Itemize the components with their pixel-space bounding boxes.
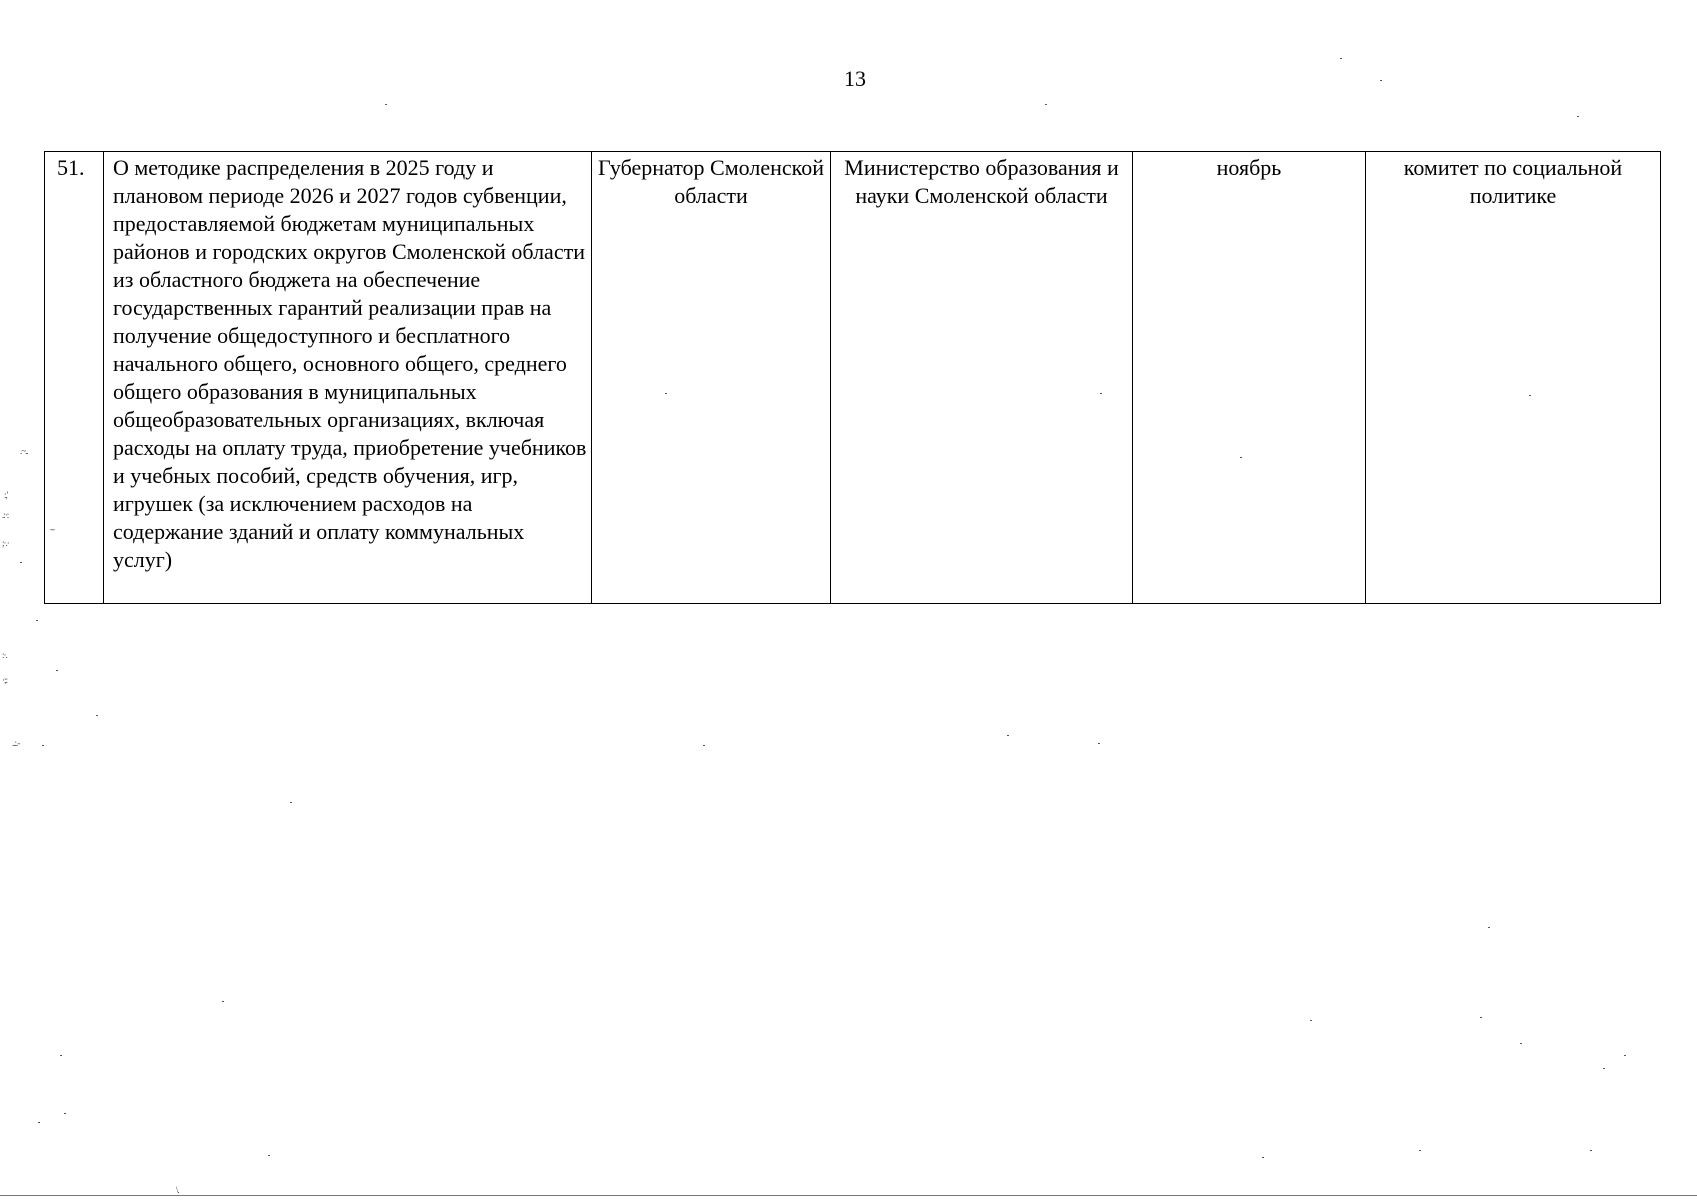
scan-speck	[1520, 1043, 1522, 1044]
scan-speck	[42, 745, 44, 746]
scan-speck	[665, 393, 667, 394]
table-row	[45, 152, 1661, 604]
scan-speck	[268, 1155, 270, 1156]
scan-speck: ;·.·	[2, 538, 9, 548]
scan-speck	[1577, 116, 1579, 117]
scan-speck	[1045, 104, 1047, 105]
scan-speck: \.	[176, 1185, 179, 1195]
scan-speck	[1100, 393, 1102, 394]
page-bottom-edge	[0, 1195, 1697, 1196]
scan-speck	[1240, 457, 1242, 458]
scan-speck	[385, 104, 387, 105]
scan-speck	[56, 670, 58, 671]
scan-speck	[64, 1113, 66, 1114]
scan-speck	[1262, 1157, 1264, 1158]
scan-speck: ..:.-	[12, 738, 20, 748]
scan-speck: ·;:	[2, 675, 7, 685]
scan-speck	[703, 745, 705, 746]
scan-speck	[60, 1055, 62, 1056]
scan-speck	[96, 715, 98, 716]
scan-speck	[1380, 80, 1382, 81]
scan-speck	[290, 802, 292, 803]
scan-speck	[1310, 1020, 1312, 1021]
scan-speck	[36, 620, 38, 621]
scan-speck: --	[50, 524, 54, 534]
row-number-cell: 51.	[45, 152, 104, 604]
scan-speck	[1624, 1055, 1626, 1056]
scan-speck: :,'	[4, 490, 8, 500]
scan-speck	[1098, 743, 1100, 744]
row-month-cell: ноябрь	[1133, 152, 1366, 604]
scan-speck	[1529, 395, 1531, 396]
row-prepared-by-cell: Министерство образования и науки Смоленской области	[831, 152, 1133, 604]
scan-speck	[1480, 1017, 1482, 1018]
scan-speck	[1603, 1068, 1605, 1069]
row-title-cell: О методике распределения в 2025 году и плановом периоде 2026 и 2027 годов субвенции, предоставляемой бюджетам муниципальных районов и городских округов Смоленской области из областного бюджета на обеспечение государственных гарантий реализации прав на получение общедоступного и бесплатного начального общего, основного общего, среднего общего образования в муниципальных общеобразовательных организациях, включая расходы на оплату труда, приобретение учебников и учебных пособий, средств обучения, игр, игрушек (за исключением расходов на содержание зданий и оплату коммунальных услуг)	[104, 152, 592, 604]
row-speaker-cell: Губернатор Смоленской области	[592, 152, 831, 604]
scan-speck	[1340, 58, 1342, 59]
scan-speck	[38, 1122, 40, 1123]
row-committee-cell: комитет по социальной политике	[1366, 152, 1661, 604]
scan-speck	[222, 1001, 224, 1002]
scan-speck: :·.	[2, 650, 7, 660]
page-number: 13	[844, 66, 866, 91]
scan-speck	[1488, 927, 1490, 928]
plan-table	[44, 151, 1661, 604]
scan-speck	[20, 562, 22, 563]
scan-speck	[1007, 735, 1009, 736]
scan-speck	[1419, 1150, 1421, 1151]
scan-speck	[1590, 1150, 1592, 1151]
scan-speck: .~..	[20, 446, 28, 456]
scan-speck: .:·:	[2, 510, 9, 520]
